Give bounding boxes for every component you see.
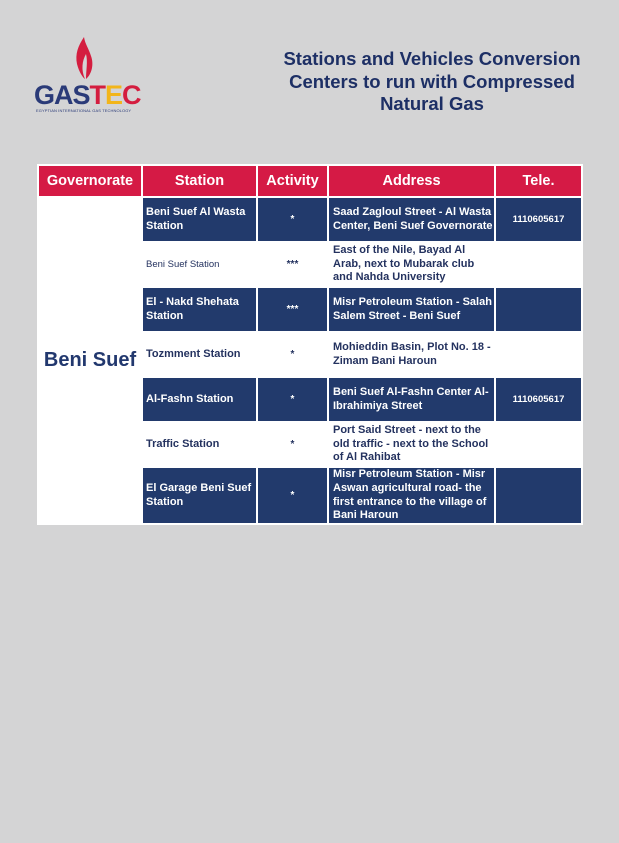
tele-cell bbox=[495, 242, 582, 287]
activity-cell: * bbox=[257, 377, 328, 422]
column-header-station: Station bbox=[142, 165, 257, 197]
table-row bbox=[38, 197, 582, 242]
activity-cell: * bbox=[257, 467, 328, 524]
activity-cell: *** bbox=[257, 242, 328, 287]
address-cell: Misr Petroleum Station - Misr Aswan agricultural road- the first entrance to the village of Bani Haroun bbox=[328, 467, 495, 524]
title-line: Centers to run with Compressed bbox=[289, 70, 575, 92]
page-title bbox=[262, 48, 602, 116]
station-cell: Traffic Station bbox=[142, 422, 257, 467]
address-cell: Beni Suef Al-Fashn Center Al-Ibrahimiya Street bbox=[328, 377, 495, 422]
governorate-cell: Beni Suef bbox=[38, 197, 142, 524]
column-header-address: Address bbox=[328, 165, 495, 197]
logo-tagline: EGYPTIAN INTERNATIONAL GAS TECHNOLOGY bbox=[36, 108, 132, 113]
activity-cell: * bbox=[257, 422, 328, 467]
logo-wordmark-part: GAS bbox=[34, 80, 90, 110]
address-cell: Saad Zagloul Street - Al Wasta Center, Beni Suef Governorate bbox=[328, 197, 495, 242]
logo-wordmark-part: T bbox=[89, 80, 106, 110]
flame-icon bbox=[73, 36, 95, 80]
address-cell: Misr Petroleum Station - Salah Salem Street - Beni Suef bbox=[328, 287, 495, 332]
gastec-logo bbox=[34, 36, 141, 120]
logo-wordmark-part: C bbox=[122, 80, 141, 110]
activity-cell: * bbox=[257, 332, 328, 377]
station-cell: Tozmment Station bbox=[142, 332, 257, 377]
address-cell: East of the Nile, Bayad Al Arab, next to Mubarak club and Nahda University bbox=[328, 242, 495, 287]
logo-wordmark-part: E bbox=[105, 80, 123, 110]
station-cell: Al-Fashn Station bbox=[142, 377, 257, 422]
address-cell: Mohieddin Basin, Plot No. 18 - Zimam Bani Haroun bbox=[328, 332, 495, 377]
column-header-activity: Activity bbox=[257, 165, 328, 197]
tele-cell: 1110605617 bbox=[495, 377, 582, 422]
station-cell: El - Nakd Shehata Station bbox=[142, 287, 257, 332]
stations-table bbox=[37, 164, 583, 525]
tele-cell: 1110605617 bbox=[495, 197, 582, 242]
column-header-tele: Tele. bbox=[495, 165, 582, 197]
tele-cell bbox=[495, 287, 582, 332]
station-cell: Beni Suef Al Wasta Station bbox=[142, 197, 257, 242]
logo-wordmark bbox=[34, 82, 141, 109]
table-header-row bbox=[38, 165, 582, 197]
tele-cell bbox=[495, 422, 582, 467]
title-line: Natural Gas bbox=[380, 93, 484, 114]
column-header-governorate: Governorate bbox=[38, 165, 142, 197]
title-line: Stations and Vehicles Conversion bbox=[283, 48, 581, 69]
activity-cell: *** bbox=[257, 287, 328, 332]
station-cell: Beni Suef Station bbox=[142, 242, 257, 287]
station-cell: El Garage Beni Suef Station bbox=[142, 467, 257, 524]
tele-cell bbox=[495, 332, 582, 377]
address-cell: Port Said Street - next to the old traffic - next to the School of Al Rahibat bbox=[328, 422, 495, 467]
activity-cell: * bbox=[257, 197, 328, 242]
tele-cell bbox=[495, 467, 582, 524]
